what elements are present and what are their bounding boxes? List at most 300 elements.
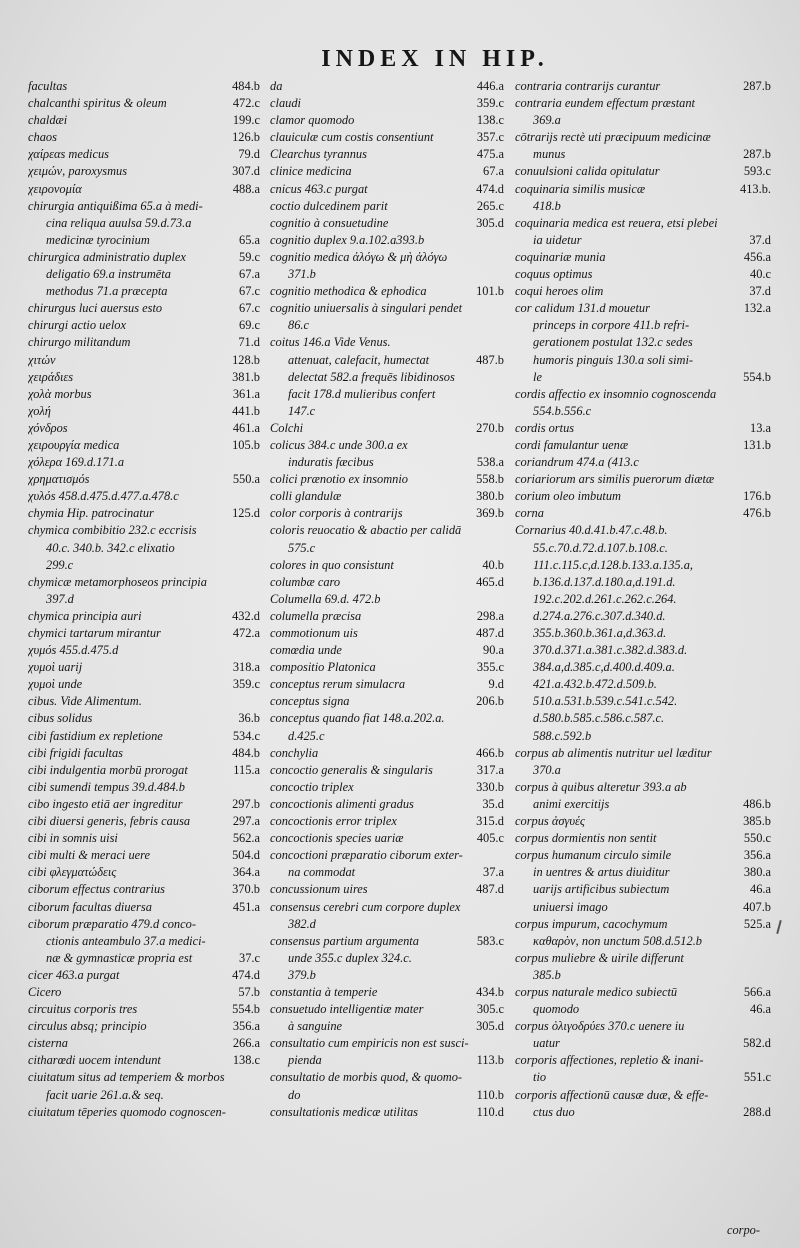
entry-term: ciborum effectus contrarius bbox=[28, 882, 165, 897]
entry-page-ref: 369.b bbox=[476, 506, 504, 521]
entry-page-ref: 472.c bbox=[232, 96, 260, 111]
entry-page-ref: 57.b bbox=[238, 984, 260, 999]
index-entry bbox=[515, 471, 771, 488]
index-entry bbox=[515, 300, 771, 317]
entry-page-ref: 35.d bbox=[482, 796, 504, 811]
index-entry bbox=[270, 642, 504, 659]
index-entry bbox=[515, 129, 771, 146]
index-entry bbox=[270, 232, 504, 249]
entry-page-ref: 126.b bbox=[232, 130, 260, 145]
entry-term: 371.b bbox=[288, 267, 316, 282]
index-entry bbox=[28, 984, 260, 1001]
index-entry bbox=[270, 813, 504, 830]
entry-term: καθαρὸν, non unctum 508.d.512.b bbox=[533, 933, 702, 948]
index-entry bbox=[28, 437, 260, 454]
index-entry bbox=[28, 420, 260, 437]
entry-page-ref: 206.b bbox=[476, 694, 504, 709]
entry-term: cor calidum 131.d mouetur bbox=[515, 301, 650, 316]
entry-page-ref: 37.c bbox=[239, 950, 260, 965]
entry-term: corpus naturale medico subiectū bbox=[515, 984, 678, 999]
index-column-1 bbox=[28, 78, 260, 1121]
index-entry bbox=[270, 454, 504, 471]
entry-term: 554.b.556.c bbox=[533, 403, 592, 418]
index-entry bbox=[270, 830, 504, 847]
entry-term: cina reliqua auulsa 59.d.73.a bbox=[46, 215, 192, 230]
entry-page-ref: 287.b bbox=[743, 79, 771, 93]
entry-term: consultatio cum empiricis non est susci- bbox=[270, 1036, 469, 1051]
index-entry bbox=[270, 522, 504, 539]
entry-term: uniuersi imago bbox=[533, 899, 608, 914]
entry-page-ref: 67.a bbox=[239, 267, 260, 282]
entry-page-ref: 466.b bbox=[476, 745, 504, 760]
entry-term: ciuitatum tēperies quomodo cognoscen- bbox=[28, 1104, 226, 1119]
index-entry bbox=[515, 317, 771, 334]
entry-term: facultas bbox=[28, 79, 68, 93]
entry-term: 379.b bbox=[288, 967, 316, 982]
entry-term: tio bbox=[533, 1070, 547, 1085]
entry-page-ref: 90.a bbox=[483, 643, 504, 658]
page-header: INDEX IN HIP. bbox=[321, 46, 549, 72]
entry-page-ref: 36.b bbox=[238, 711, 260, 726]
index-entry bbox=[28, 317, 260, 334]
index-entry bbox=[28, 1052, 260, 1069]
index-entry bbox=[28, 471, 260, 488]
index-entry bbox=[28, 163, 260, 180]
index-entry bbox=[270, 1052, 504, 1069]
entry-term: uarijs artificibus subiectum bbox=[533, 882, 670, 897]
index-entry bbox=[515, 334, 771, 351]
index-entry bbox=[270, 625, 504, 642]
entry-term: χειρονομία bbox=[28, 181, 82, 196]
entry-page-ref: 65.a bbox=[239, 232, 260, 247]
entry-page-ref: 128.b bbox=[232, 352, 260, 367]
entry-page-ref: 113.b bbox=[476, 1053, 504, 1068]
entry-page-ref: 67.c bbox=[239, 284, 260, 299]
entry-term: attenuat, calefacit, humectat bbox=[288, 352, 430, 367]
index-entry bbox=[515, 1104, 771, 1121]
entry-page-ref: 355.c bbox=[476, 660, 504, 675]
index-entry bbox=[515, 215, 771, 232]
entry-page-ref: 488.a bbox=[232, 181, 260, 196]
index-entry bbox=[270, 608, 504, 625]
entry-page-ref: 456.a bbox=[743, 249, 771, 264]
entry-term: coquinariæ munia bbox=[515, 249, 606, 264]
index-entry bbox=[28, 488, 260, 505]
entry-term: cibi diuersi generis, febris causa bbox=[28, 814, 191, 829]
catchword: corpo- bbox=[726, 1223, 760, 1237]
index-entry bbox=[270, 710, 504, 727]
entry-term: ctus duo bbox=[533, 1104, 575, 1119]
entry-page-ref: 465.d bbox=[476, 574, 504, 589]
entry-term: corpus à quibus alteretur 393.a ab bbox=[515, 779, 687, 794]
entry-term: 40.c. 340.b. 342.c elixatio bbox=[46, 540, 175, 555]
index-entry bbox=[28, 454, 260, 471]
index-entry bbox=[28, 505, 260, 522]
entry-page-ref: 413.b. bbox=[740, 181, 771, 196]
index-entry bbox=[515, 266, 771, 283]
entry-term: coquus optimus bbox=[515, 267, 593, 282]
entry-page-ref: 504.d bbox=[232, 848, 260, 863]
entry-term: b.136.d.137.d.180.a,d.191.d. bbox=[533, 574, 676, 589]
index-entry bbox=[270, 317, 504, 334]
index-entry bbox=[28, 642, 260, 659]
entry-term: 192.c.202.d.261.c.262.c.264. bbox=[533, 591, 677, 606]
index-entry bbox=[515, 352, 771, 369]
index-entry bbox=[270, 1035, 504, 1052]
entry-page-ref: 370.b bbox=[232, 882, 260, 897]
index-entry bbox=[28, 198, 260, 215]
entry-page-ref: 476.b bbox=[743, 506, 771, 521]
entry-term: cibi frigidi facultas bbox=[28, 745, 123, 760]
entry-term: cibo ingesto etiā aer ingreditur bbox=[28, 796, 183, 811]
entry-term: 421.a.432.b.472.d.509.b. bbox=[533, 677, 657, 692]
index-entry bbox=[515, 283, 771, 300]
entry-page-ref: 199.c bbox=[232, 113, 260, 128]
entry-term: corpus humanum circulo simile bbox=[515, 848, 672, 863]
index-entry bbox=[28, 847, 260, 864]
entry-page-ref: 534.c bbox=[232, 728, 260, 743]
index-entry bbox=[515, 1052, 771, 1069]
entry-term: methodus 71.a præcepta bbox=[46, 284, 168, 299]
entry-term: compositio Platonica bbox=[270, 660, 376, 675]
index-entry bbox=[515, 1087, 771, 1104]
index-entry bbox=[270, 950, 504, 967]
index-entry bbox=[270, 95, 504, 112]
entry-term: coquinaria similis musicæ bbox=[515, 181, 646, 196]
entry-term: color corporis à contrarijs bbox=[270, 506, 403, 521]
entry-term: næ & gymnasticæ propria est bbox=[46, 950, 193, 965]
entry-page-ref: 583.c bbox=[476, 933, 504, 948]
index-entry bbox=[515, 540, 771, 557]
entry-term: corpus impurum, cacochymum bbox=[515, 916, 668, 931]
entry-term: chymicæ metamorphoseos principia bbox=[28, 574, 207, 589]
index-entry bbox=[515, 830, 771, 847]
index-entry bbox=[515, 112, 771, 129]
entry-term: 418.b bbox=[533, 198, 561, 213]
index-entry bbox=[28, 78, 260, 95]
index-entry bbox=[515, 522, 771, 539]
entry-page-ref: 475.a bbox=[476, 147, 504, 162]
entry-term: corpus ab alimentis nutritur uel læditur bbox=[515, 745, 712, 760]
index-entry bbox=[515, 95, 771, 112]
index-entry bbox=[28, 625, 260, 642]
index-entry bbox=[28, 762, 260, 779]
index-entry bbox=[515, 693, 771, 710]
entry-term: corpus dormientis non sentit bbox=[515, 831, 657, 846]
entry-page-ref: 67.a bbox=[483, 164, 504, 179]
index-entry bbox=[28, 540, 260, 557]
entry-term: concoctionis species uariæ bbox=[270, 831, 404, 846]
entry-term: χιτών bbox=[28, 352, 56, 367]
entry-term: cibi multi & meraci uere bbox=[28, 848, 151, 863]
entry-term: coriandrum 474.a (413.c bbox=[515, 455, 639, 470]
entry-term: corpus ἀσγυές bbox=[515, 814, 585, 829]
index-entry bbox=[515, 796, 771, 813]
entry-page-ref: 288.d bbox=[743, 1104, 771, 1119]
entry-term: gerationem postulat 132.c sedes bbox=[533, 335, 693, 350]
index-entry bbox=[28, 112, 260, 129]
entry-term: Columella 69.d. 472.b bbox=[270, 591, 381, 606]
index-entry bbox=[270, 488, 504, 505]
entry-page-ref: 297.b bbox=[232, 796, 260, 811]
entry-page-ref: 356.a bbox=[743, 848, 771, 863]
index-entry bbox=[28, 334, 260, 351]
entry-term: do bbox=[288, 1087, 301, 1102]
entry-page-ref: 298.a bbox=[476, 608, 504, 623]
entry-term: humoris pinguis 130.a soli simi- bbox=[533, 352, 694, 367]
entry-term: Colchi bbox=[270, 420, 304, 435]
entry-term: ciborum præparatio 479.d conco- bbox=[28, 916, 196, 931]
index-entry bbox=[270, 676, 504, 693]
index-entry bbox=[270, 540, 504, 557]
entry-term: medicinæ tyrocinium bbox=[46, 232, 150, 247]
index-entry bbox=[270, 215, 504, 232]
index-entry bbox=[515, 146, 771, 163]
entry-term: unde 355.c duplex 324.c. bbox=[288, 950, 412, 965]
index-entry bbox=[270, 146, 504, 163]
entry-page-ref: 115.a bbox=[233, 762, 260, 777]
entry-page-ref: 69.c bbox=[239, 318, 260, 333]
index-entry bbox=[28, 215, 260, 232]
entry-term: conceptus signa bbox=[270, 694, 350, 709]
index-entry bbox=[28, 745, 260, 762]
entry-page-ref: 357.c bbox=[476, 130, 504, 145]
index-entry bbox=[28, 779, 260, 796]
entry-term: 510.a.531.b.539.c.541.c.542. bbox=[533, 694, 678, 709]
entry-term: chirurgo militandum bbox=[28, 335, 131, 350]
index-entry bbox=[270, 899, 504, 916]
index-entry bbox=[28, 369, 260, 386]
entry-term: chirurgia antiquißima 65.a à medi- bbox=[28, 198, 203, 213]
entry-term: chymici tartarum mirantur bbox=[28, 626, 161, 640]
index-entry bbox=[28, 249, 260, 266]
entry-term: 147.c bbox=[288, 403, 316, 418]
entry-page-ref: 297.a bbox=[232, 814, 260, 829]
entry-page-ref: 105.b bbox=[232, 437, 260, 452]
entry-page-ref: 46.a bbox=[750, 882, 771, 897]
entry-term: cibi sumendi tempus 39.d.484.b bbox=[28, 779, 185, 794]
entry-page-ref: 110.b bbox=[476, 1087, 504, 1102]
entry-term: conuulsioni calida opitulatur bbox=[515, 164, 660, 179]
entry-term: chymica combibitio 232.c eccrisis bbox=[28, 523, 197, 538]
index-entry bbox=[515, 864, 771, 881]
index-entry bbox=[270, 198, 504, 215]
entry-term: da bbox=[270, 79, 283, 93]
entry-term: corporis affectiones, repletio & inani- bbox=[515, 1053, 704, 1068]
index-entry bbox=[28, 659, 260, 676]
entry-page-ref: 525.a bbox=[743, 916, 771, 931]
index-entry bbox=[515, 847, 771, 864]
entry-page-ref: 407.b bbox=[743, 899, 771, 914]
entry-term: delectat 582.a frequēs libidinosos bbox=[288, 369, 455, 384]
index-entry bbox=[515, 1069, 771, 1086]
index-entry bbox=[270, 984, 504, 1001]
entry-term: cicer 463.a purgat bbox=[28, 967, 120, 982]
index-entry bbox=[28, 232, 260, 249]
margin-mark bbox=[776, 920, 782, 934]
entry-page-ref: 432.d bbox=[232, 608, 260, 623]
entry-term: conchylia bbox=[270, 745, 319, 760]
entry-page-ref: 176.b bbox=[743, 489, 771, 504]
index-entry bbox=[28, 916, 260, 933]
entry-term: corium oleo imbutum bbox=[515, 489, 621, 504]
index-entry bbox=[28, 608, 260, 625]
index-entry bbox=[515, 1035, 771, 1052]
index-entry bbox=[515, 984, 771, 1001]
entry-term: 385.b bbox=[533, 967, 561, 982]
entry-page-ref: 472.a bbox=[232, 626, 260, 640]
index-entry bbox=[28, 1104, 260, 1121]
entry-page-ref: 37.d bbox=[749, 232, 771, 247]
entry-term: chaldæi bbox=[28, 113, 68, 128]
entry-page-ref: 79.d bbox=[238, 147, 260, 162]
index-entry bbox=[270, 1087, 504, 1104]
index-entry bbox=[28, 933, 260, 950]
index-entry bbox=[270, 796, 504, 813]
index-entry bbox=[515, 78, 771, 95]
entry-term: uatur bbox=[533, 1036, 560, 1051]
index-entry bbox=[270, 334, 504, 351]
entry-term: claudi bbox=[270, 96, 301, 111]
entry-page-ref: 405.c bbox=[476, 831, 504, 846]
entry-page-ref: 538.a bbox=[476, 455, 504, 470]
index-entry bbox=[270, 369, 504, 386]
index-entry bbox=[270, 300, 504, 317]
index-entry bbox=[270, 420, 504, 437]
index-entry bbox=[270, 266, 504, 283]
entry-page-ref: 461.a bbox=[232, 420, 260, 435]
index-entry bbox=[515, 488, 771, 505]
index-entry bbox=[270, 505, 504, 522]
entry-term: comœdia unde bbox=[270, 643, 342, 658]
entry-term: d.274.a.276.c.307.d.340.d. bbox=[533, 608, 666, 623]
index-entry bbox=[515, 1001, 771, 1018]
entry-term: χολή bbox=[28, 403, 51, 418]
entry-term: χυμοὶ uarij bbox=[28, 660, 83, 675]
entry-page-ref: 101.b bbox=[476, 284, 504, 299]
entry-page-ref: 59.c bbox=[239, 249, 260, 264]
index-entry bbox=[515, 625, 771, 642]
entry-page-ref: 131.b bbox=[743, 437, 771, 452]
entry-page-ref: 484.b bbox=[232, 79, 260, 93]
entry-term: animi exercitijs bbox=[533, 796, 610, 811]
index-entry bbox=[28, 1001, 260, 1018]
entry-term: corpus ὀλιγοδρύεs 370.c uenere iu bbox=[515, 1019, 685, 1034]
entry-page-ref: 356.a bbox=[232, 1019, 260, 1034]
entry-term: facit uarie 261.a.& seq. bbox=[46, 1087, 164, 1102]
entry-page-ref: 558.b bbox=[476, 472, 504, 487]
entry-term: consuetudo intelligentiæ mater bbox=[270, 1002, 424, 1017]
index-entry bbox=[270, 762, 504, 779]
entry-page-ref: 40.b bbox=[482, 557, 504, 572]
index-entry bbox=[28, 899, 260, 916]
entry-page-ref: 40.c bbox=[750, 267, 771, 282]
entry-term: commotionum uis bbox=[270, 626, 358, 640]
index-entry bbox=[515, 779, 771, 796]
entry-term: Clearchus tyrannus bbox=[270, 147, 367, 162]
index-entry bbox=[28, 864, 260, 881]
entry-page-ref: 318.a bbox=[232, 660, 260, 675]
index-entry bbox=[28, 1018, 260, 1035]
index-entry bbox=[515, 745, 771, 762]
index-entry bbox=[270, 557, 504, 574]
index-column-2 bbox=[270, 78, 504, 1121]
entry-page-ref: 380.b bbox=[476, 489, 504, 504]
entry-term: cordi famulantur uenæ bbox=[515, 437, 629, 452]
entry-term: 55.c.70.d.72.d.107.b.108.c. bbox=[533, 540, 668, 555]
entry-term: cognitio medica ἀλόγω & μὴ ἀλόγω bbox=[270, 249, 448, 264]
index-entry bbox=[270, 847, 504, 864]
entry-term: 299.c bbox=[46, 557, 74, 572]
entry-term: columbæ caro bbox=[270, 574, 341, 589]
entry-term: 86.c bbox=[288, 318, 309, 333]
entry-term: clinice medicina bbox=[270, 164, 352, 179]
index-entry bbox=[28, 300, 260, 317]
entry-page-ref: 317.a bbox=[476, 762, 504, 777]
index-entry bbox=[515, 505, 771, 522]
index-entry bbox=[270, 163, 504, 180]
index-entry bbox=[515, 557, 771, 574]
index-entry bbox=[270, 728, 504, 745]
entry-page-ref: 487.d bbox=[476, 626, 504, 640]
index-entry bbox=[28, 967, 260, 984]
index-entry bbox=[515, 967, 771, 984]
entry-term: corporis affectionū causæ duæ, & effe- bbox=[515, 1087, 709, 1102]
index-entry bbox=[270, 864, 504, 881]
entry-term: chirurgica administratio duplex bbox=[28, 249, 186, 264]
entry-term: corpus muliebre & uirile differunt bbox=[515, 950, 684, 965]
entry-term: cibi indulgentia morbū prorogat bbox=[28, 762, 188, 777]
entry-term: quomodo bbox=[533, 1002, 580, 1017]
entry-page-ref: 270.b bbox=[476, 420, 504, 435]
entry-term: 397.d bbox=[46, 591, 74, 606]
entry-term: consensus partium argumenta bbox=[270, 933, 419, 948]
entry-term: χυμοὶ unde bbox=[28, 677, 83, 692]
entry-term: 369.a bbox=[533, 113, 561, 128]
index-entry bbox=[28, 950, 260, 967]
entry-term: χειρουργία medica bbox=[28, 437, 120, 452]
index-entry bbox=[28, 574, 260, 591]
index-entry bbox=[28, 796, 260, 813]
entry-page-ref: 359.c bbox=[232, 677, 260, 692]
entry-term: chirurgus luci auersus esto bbox=[28, 301, 163, 316]
entry-term: colici prænotio ex insomnio bbox=[270, 472, 409, 487]
entry-term: chymia Hip. patrocinatur bbox=[28, 506, 154, 521]
entry-term: circuitus corporis tres bbox=[28, 1002, 138, 1017]
index-entry bbox=[28, 95, 260, 112]
entry-term: conceptus rerum simulacra bbox=[270, 677, 406, 692]
index-entry bbox=[515, 232, 771, 249]
index-entry bbox=[270, 693, 504, 710]
index-entry bbox=[515, 916, 771, 933]
entry-term: Cicero bbox=[28, 984, 62, 999]
entry-page-ref: 132.a bbox=[743, 301, 771, 316]
index-entry bbox=[270, 1018, 504, 1035]
entry-page-ref: 484.b bbox=[232, 745, 260, 760]
index-entry bbox=[28, 1087, 260, 1104]
index-entry bbox=[28, 129, 260, 146]
index-entry bbox=[270, 471, 504, 488]
index-entry bbox=[515, 591, 771, 608]
entry-term: le bbox=[533, 369, 542, 384]
index-entry bbox=[515, 762, 771, 779]
entry-term: cordis ortus bbox=[515, 420, 575, 435]
entry-term: coitus 146.a Vide Venus. bbox=[270, 335, 391, 350]
entry-term: ciborum facultas diuersa bbox=[28, 899, 152, 914]
entry-page-ref: 305.d bbox=[476, 215, 504, 230]
entry-term: χειράδιεs bbox=[28, 369, 74, 384]
entry-page-ref: 305.c bbox=[476, 1002, 504, 1017]
